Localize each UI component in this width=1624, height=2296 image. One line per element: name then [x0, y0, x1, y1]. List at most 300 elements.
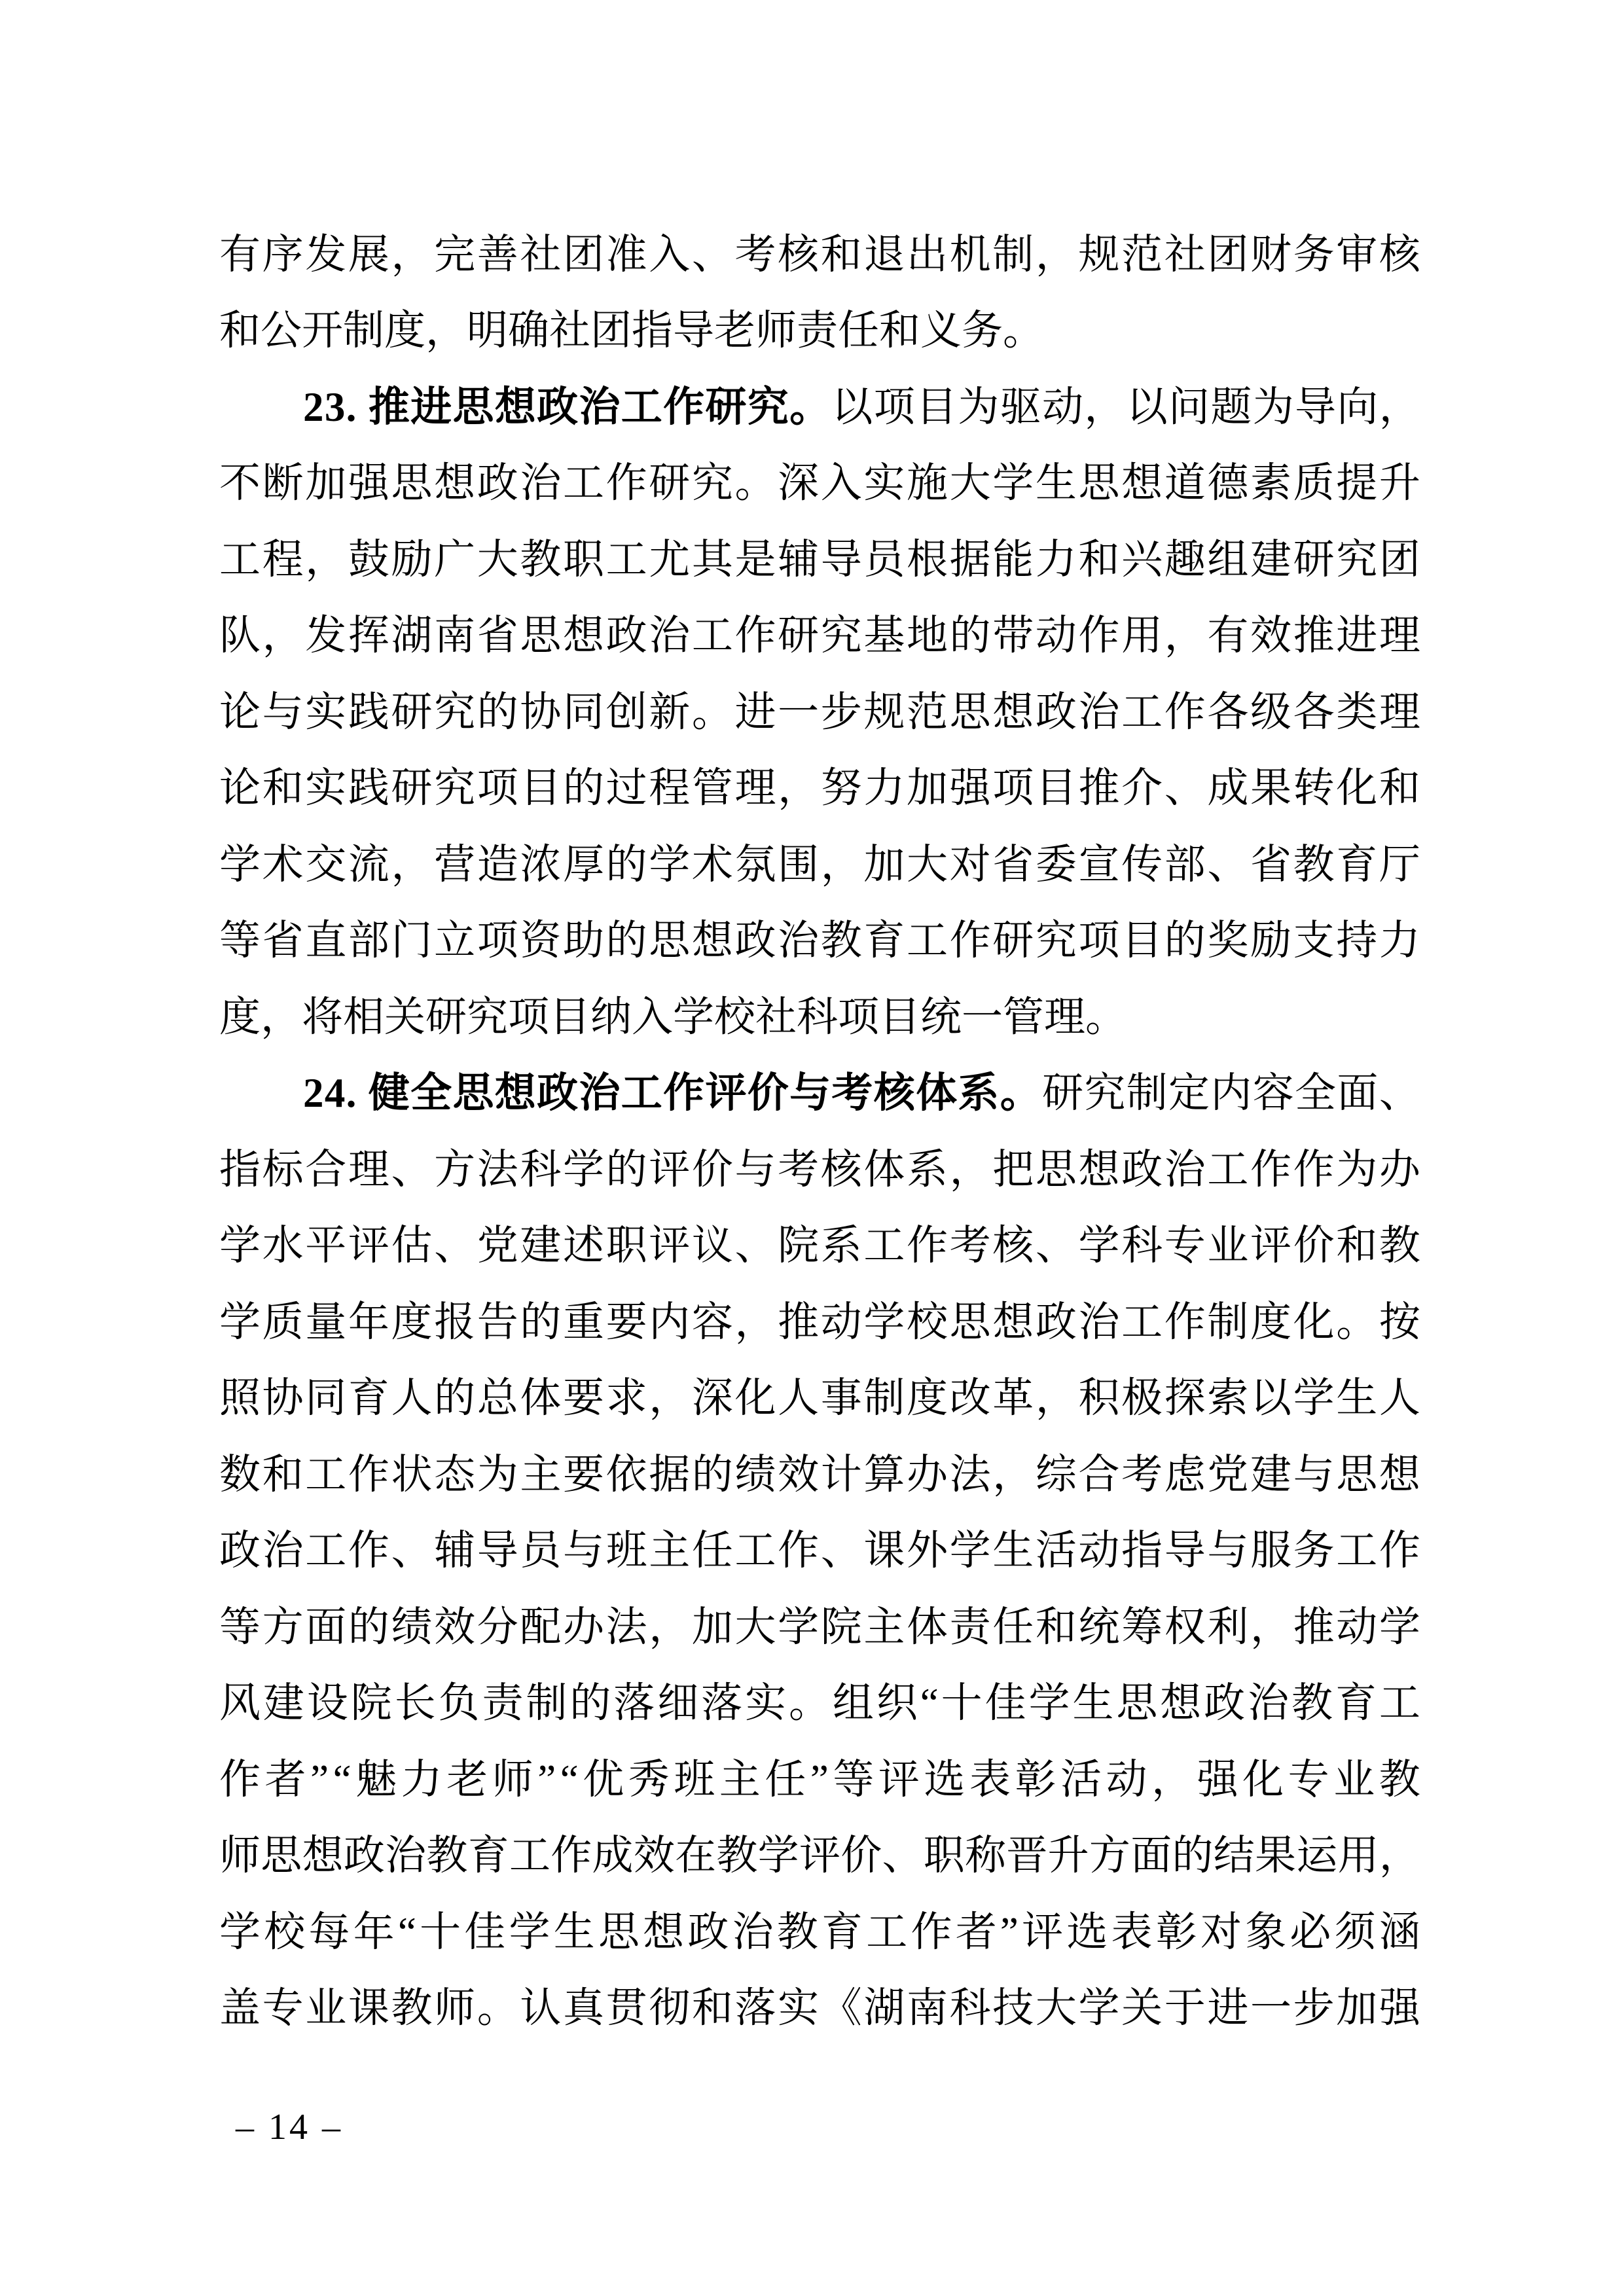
char: 建 [520, 1223, 562, 1269]
char: 服 [1250, 1528, 1291, 1574]
char: 法 [477, 1146, 518, 1193]
char: 校 [264, 1909, 306, 1955]
char: 效 [633, 1833, 675, 1879]
char: 大 [1035, 1985, 1077, 2032]
char: 者 [264, 1756, 306, 1803]
char: 思 [1078, 460, 1120, 507]
text-line-2 [219, 293, 1420, 370]
char: 是 [734, 536, 776, 583]
char: 地 [907, 613, 948, 659]
char: 方 [1089, 1833, 1130, 1879]
char: 大 [734, 1604, 776, 1650]
char: ， [649, 1375, 691, 1422]
char: 确 [508, 308, 549, 354]
char: 工 [907, 918, 948, 964]
char: 要 [563, 1375, 604, 1422]
char: 导 [820, 536, 862, 583]
char: 、 [434, 1223, 476, 1269]
char: 设 [306, 1680, 348, 1727]
char: 核 [820, 1146, 862, 1193]
char: 学 [649, 841, 691, 888]
char: 合 [305, 1146, 347, 1193]
char: 制 [1207, 1299, 1249, 1345]
char: 革 [992, 1375, 1034, 1422]
char: 作 [348, 1451, 389, 1498]
char: 实 [778, 1985, 820, 2032]
char: 结 [1213, 1833, 1255, 1879]
bold-char: 作 [663, 1070, 705, 1117]
char: 科 [520, 1146, 562, 1193]
char: 系 [907, 1146, 948, 1193]
char: ， [1151, 1756, 1193, 1803]
char: 业 [305, 1985, 347, 2032]
char: 价 [1293, 1223, 1335, 1269]
char: 真 [563, 1985, 604, 2032]
char: 学 [1078, 1223, 1120, 1269]
bold-char: 健 [368, 1070, 410, 1117]
char: 教 [1293, 841, 1335, 888]
char: “ [397, 1909, 416, 1955]
char: 目 [549, 994, 590, 1040]
bold-char: 作 [663, 384, 705, 430]
char: 建 [1250, 1451, 1291, 1498]
char: 考 [1121, 1451, 1163, 1498]
char: 以 [831, 384, 873, 430]
char: 年 [348, 1299, 389, 1345]
char: 政 [1035, 1299, 1077, 1345]
char: 治 [649, 613, 691, 659]
char: 作 [911, 1909, 952, 1955]
char: 学 [757, 1833, 799, 1879]
char: 政 [687, 1909, 729, 1955]
char: 评 [1022, 1909, 1064, 1955]
char: 大 [949, 460, 991, 507]
char: 彰 [1015, 1756, 1056, 1803]
text-line-17 [219, 1437, 1420, 1513]
char: 湖 [863, 1985, 905, 2032]
char: ， [1164, 613, 1206, 659]
char: 大 [907, 841, 948, 888]
char: 者 [955, 1909, 997, 1955]
char: 学 [673, 994, 714, 1040]
char: 义 [920, 308, 962, 354]
char: 机 [949, 231, 991, 278]
text-line-20 [219, 1666, 1420, 1742]
bold-char: 核 [873, 1070, 915, 1117]
char: 配 [520, 1604, 562, 1650]
char: 力 [863, 765, 905, 812]
bold-char: . [346, 384, 357, 430]
char: 项 [838, 994, 879, 1040]
text-line-4 [219, 446, 1420, 522]
char: 分 [477, 1604, 518, 1650]
char: 治 [1078, 689, 1120, 735]
bold-char: 治 [579, 1070, 621, 1117]
char: 研 [778, 613, 820, 659]
bold-char: 想 [494, 384, 536, 430]
char: 外 [907, 1528, 948, 1574]
char: 述 [563, 1223, 604, 1269]
char: 治 [1248, 1680, 1290, 1727]
char: 评 [649, 1146, 691, 1193]
char: 造 [477, 841, 518, 888]
char: 评 [348, 1223, 389, 1269]
char: 水 [262, 1223, 304, 1269]
char: 教 [1291, 1680, 1333, 1727]
char: 尤 [649, 536, 691, 583]
char: 员 [863, 536, 905, 583]
char: 、 [734, 1223, 776, 1269]
char: 极 [1121, 1375, 1163, 1422]
char: 状 [391, 1451, 433, 1498]
char: 考 [949, 1223, 991, 1269]
char: 教 [776, 1909, 818, 1955]
char: 委 [1035, 841, 1077, 888]
char: 的 [605, 918, 647, 964]
char: 人 [778, 1375, 820, 1422]
char: 南 [907, 1985, 948, 2032]
char: 实 [305, 689, 347, 735]
char: ， [778, 765, 820, 812]
char: 面 [1337, 1070, 1379, 1117]
char: 《 [820, 1985, 862, 2032]
char: 加 [863, 841, 905, 888]
char: 评 [1250, 1223, 1291, 1269]
char: 交 [305, 841, 347, 888]
char: 兴 [1121, 536, 1163, 583]
char: 建 [262, 1680, 304, 1727]
char: 。 [691, 689, 733, 735]
char: 有 [219, 231, 261, 278]
char: 与 [1293, 1451, 1335, 1498]
bold-char: 工 [621, 384, 662, 430]
char: 教 [820, 918, 862, 964]
char: 落 [734, 1985, 776, 2032]
char: 团 [563, 231, 604, 278]
char: 治 [732, 1909, 774, 1955]
char: 落 [701, 1680, 743, 1727]
char: 省 [1250, 841, 1291, 888]
char: 秀 [628, 1756, 670, 1803]
char: 出 [907, 231, 948, 278]
char: 社 [520, 231, 562, 278]
bold-char: 。 [1000, 1070, 1041, 1117]
bold-char: 研 [705, 384, 747, 430]
char: 学 [1078, 1985, 1120, 2032]
char: 助 [563, 918, 604, 964]
char: 告 [477, 1299, 518, 1345]
char: ， [1250, 1604, 1291, 1650]
char: 标 [262, 1146, 304, 1193]
char: 对 [1200, 1909, 1242, 1955]
char: 工 [605, 536, 647, 583]
text-line-13 [219, 1132, 1420, 1208]
bold-char: 3 [324, 384, 346, 430]
char: 范 [1121, 231, 1163, 278]
char: 究 [434, 689, 476, 735]
char: 主 [719, 1756, 761, 1803]
char: 量 [305, 1299, 347, 1345]
char: 责 [482, 1680, 524, 1727]
char: 纳 [590, 994, 632, 1040]
char: 目 [1121, 918, 1163, 964]
char: 核 [1379, 231, 1420, 278]
char: 面 [1130, 1833, 1172, 1879]
char: 办 [563, 1604, 604, 1650]
char: 省 [262, 918, 304, 964]
char: 统 [920, 994, 962, 1040]
char: 综 [1035, 1451, 1077, 1498]
char: 加 [691, 1604, 733, 1650]
char: 和 [1078, 536, 1120, 583]
char: 想 [691, 918, 733, 964]
char: 开 [302, 308, 343, 354]
char: 筹 [1121, 1604, 1163, 1650]
char: 学 [219, 841, 261, 888]
char: 究 [467, 994, 508, 1040]
char: 工 [1121, 689, 1163, 735]
char: 系 [820, 1223, 862, 1269]
bold-char: 政 [537, 1070, 579, 1117]
char: 学 [1379, 1604, 1420, 1650]
char: 活 [1060, 1756, 1102, 1803]
char: 动 [1106, 1756, 1147, 1803]
char: 态 [434, 1451, 476, 1498]
char: 每 [308, 1909, 350, 1955]
char: 省 [477, 613, 518, 659]
char: ， [734, 1299, 776, 1345]
char: 强 [1379, 1985, 1420, 2032]
char: 依 [605, 1451, 647, 1498]
char: 探 [1164, 1375, 1206, 1422]
char: 协 [520, 689, 562, 735]
char: 学 [1028, 1680, 1070, 1727]
char: 与 [262, 689, 304, 735]
char: 省 [992, 841, 1034, 888]
char: 程 [262, 536, 304, 583]
char: 对 [949, 841, 991, 888]
char: 治 [1078, 1299, 1120, 1345]
char: ， [949, 1146, 991, 1193]
char: 氛 [734, 841, 776, 888]
char: 作 [1078, 613, 1120, 659]
char: 的 [520, 1299, 562, 1345]
bold-char: 2 [303, 384, 324, 430]
text-line-23 [219, 1894, 1420, 1971]
char: 过 [605, 765, 647, 812]
bold-char: 究 [747, 384, 789, 430]
char: 奖 [1207, 918, 1249, 964]
char: 和 [820, 231, 862, 278]
char: 用 [1337, 1833, 1379, 1879]
char: 作 [1250, 1146, 1291, 1193]
char: 究 [434, 765, 476, 812]
char: 辅 [434, 1528, 476, 1574]
char: 辅 [778, 536, 820, 583]
char: 深 [691, 1375, 733, 1422]
char: 学 [219, 1909, 261, 1955]
char: 力 [401, 1756, 442, 1803]
char: 强 [348, 460, 389, 507]
char: 的 [477, 689, 518, 735]
char: ” [537, 1756, 556, 1803]
char: ” [810, 1756, 829, 1803]
char: 评 [878, 1756, 920, 1803]
char: 业 [1207, 1223, 1249, 1269]
char: 体 [907, 1604, 948, 1650]
char: 作 [907, 1223, 948, 1269]
char: 政 [1204, 1680, 1246, 1727]
bold-char: 治 [579, 384, 621, 430]
char: 课 [863, 1528, 905, 1574]
char: 浓 [520, 841, 562, 888]
char: 佳 [464, 1909, 506, 1955]
char: 动 [1035, 613, 1077, 659]
char: ， [1035, 1375, 1077, 1422]
char: 推 [1293, 613, 1335, 659]
char: 和 [219, 308, 261, 354]
char: 鼓 [348, 536, 389, 583]
char: 思 [598, 1909, 640, 1955]
char: 生 [1035, 460, 1077, 507]
char: 将 [302, 994, 343, 1040]
char: 社 [549, 308, 590, 354]
char: 团 [1207, 231, 1249, 278]
char: 内 [1210, 1070, 1252, 1117]
char: ， [820, 841, 862, 888]
char: 任 [765, 1756, 806, 1803]
char: 加 [305, 460, 347, 507]
char: 资 [520, 918, 562, 964]
char: 。 [788, 1680, 830, 1727]
char: 趣 [1164, 536, 1206, 583]
char: 动 [1336, 1604, 1378, 1650]
char: 评 [649, 1223, 691, 1269]
char: 流 [348, 841, 389, 888]
char: 一 [778, 689, 820, 735]
char: 十 [420, 1909, 461, 1955]
char: 治 [778, 918, 820, 964]
char: 指 [632, 308, 673, 354]
char: 进 [734, 689, 776, 735]
char: 转 [1293, 765, 1335, 812]
char: 表 [969, 1756, 1011, 1803]
char: “ [333, 1756, 352, 1803]
char: 施 [907, 460, 948, 507]
char: 专 [262, 1985, 304, 2032]
char: 的 [949, 613, 991, 659]
char: 团 [590, 308, 632, 354]
char: 术 [262, 841, 304, 888]
char: 导 [477, 1528, 518, 1574]
char: 贯 [605, 1985, 647, 2032]
char: 生 [1336, 1375, 1378, 1422]
char: 道 [1164, 460, 1206, 507]
char: 研 [1042, 1070, 1084, 1117]
char: ， [1379, 384, 1420, 430]
char: 学 [992, 460, 1034, 507]
char: 技 [992, 1985, 1034, 2032]
char: 以 [1250, 1375, 1291, 1422]
char: 工 [734, 1528, 776, 1574]
char: 想 [1379, 1451, 1420, 1498]
char: 作 [1164, 1299, 1206, 1345]
char: 公 [261, 308, 302, 354]
char: 制 [1126, 1070, 1168, 1117]
char: 驱 [1000, 384, 1041, 430]
char: 想 [1160, 1680, 1202, 1727]
char: 思 [1336, 1451, 1378, 1498]
char: 思 [649, 918, 691, 964]
char: 传 [1121, 841, 1163, 888]
char: 思 [1116, 1680, 1158, 1727]
char: 等 [833, 1756, 875, 1803]
char: 教 [426, 1833, 468, 1879]
char: 任 [838, 308, 879, 354]
char: ， [261, 994, 302, 1040]
char: 思 [1035, 1146, 1077, 1193]
char: 风 [219, 1680, 261, 1727]
char: 老 [446, 1756, 488, 1803]
char: 厚 [563, 841, 604, 888]
char: 范 [907, 689, 948, 735]
char: 治 [520, 460, 562, 507]
char: 法 [949, 1451, 991, 1498]
text-line-24 [219, 1971, 1420, 2047]
char: 作 [1379, 1528, 1420, 1574]
char: 科 [949, 1985, 991, 2032]
bold-char: 进 [410, 384, 452, 430]
char: 学 [563, 1146, 604, 1193]
bold-char: 推 [368, 384, 410, 430]
char: 研 [391, 689, 433, 735]
char: 入 [649, 231, 691, 278]
char: 动 [1078, 1528, 1120, 1574]
char: 专 [1164, 1223, 1206, 1269]
char: 工 [305, 1528, 347, 1574]
char: 责 [949, 1604, 991, 1650]
char: 素 [1250, 460, 1291, 507]
text-line-12 [219, 1056, 1420, 1132]
char: 要 [605, 1299, 647, 1345]
char: 估 [391, 1223, 433, 1269]
char: 生 [1072, 1680, 1114, 1727]
char: 。 [734, 460, 776, 507]
char: 明 [467, 308, 508, 354]
char: 按 [1379, 1299, 1420, 1345]
char: 力 [1379, 918, 1420, 964]
char: 究 [1035, 918, 1077, 964]
char: 表 [1111, 1909, 1153, 1955]
char: ， [1084, 384, 1126, 430]
char: 进 [1207, 1985, 1249, 2032]
char: 步 [820, 689, 862, 735]
char: 治 [1164, 1146, 1206, 1193]
char: 持 [1336, 918, 1378, 964]
char: 理 [348, 1146, 389, 1193]
char: ， [992, 1451, 1034, 1498]
char: 政 [1121, 1146, 1163, 1193]
char: ” [310, 1756, 329, 1803]
char: 等 [219, 918, 261, 964]
char: 涵 [1379, 1909, 1420, 1955]
char: 直 [305, 918, 347, 964]
char: ， [391, 841, 433, 888]
char: 作 [1293, 1146, 1335, 1193]
bold-char: 价 [747, 1070, 789, 1117]
char: 化 [1242, 1756, 1284, 1803]
char: 部 [348, 918, 389, 964]
